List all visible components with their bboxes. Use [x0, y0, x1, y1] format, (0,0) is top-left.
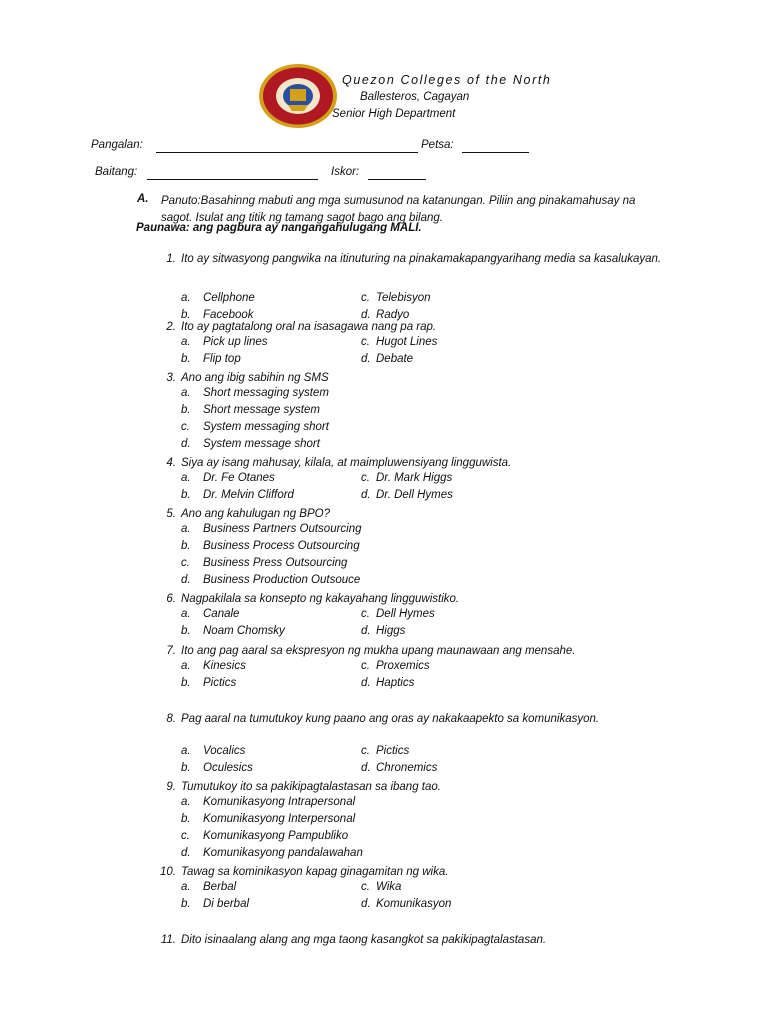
choice-letter: a. — [181, 745, 191, 757]
question-number: 10. — [160, 866, 176, 878]
choice-text: Komunikasyong Interpersonal — [203, 813, 356, 825]
choice-text: Berbal — [203, 881, 237, 893]
choice-a — [181, 796, 355, 808]
question-text: Nagpakilala sa konsepto ng kakayahang lingguwistiko. — [181, 593, 460, 605]
choice-text: Chronemics — [376, 762, 438, 774]
question-number: 4. — [166, 457, 176, 469]
choice-c — [181, 557, 347, 569]
choice-letter: b. — [181, 540, 191, 552]
choice-text: Di berbal — [203, 898, 250, 910]
grade-field-line[interactable] — [147, 178, 318, 180]
choice-letter: b. — [181, 898, 191, 910]
choice-d — [181, 574, 360, 586]
choice-letter: c. — [181, 830, 190, 842]
choice-text: Pictics — [203, 677, 237, 689]
choice-text: Haptics — [376, 677, 415, 689]
choice-text: Proxemics — [376, 660, 430, 672]
choice-text: Telebisyon — [376, 292, 431, 304]
choice-letter: d. — [181, 438, 191, 450]
choice-d — [361, 762, 437, 774]
choice-text: Radyo — [376, 309, 410, 321]
choice-c — [361, 608, 435, 620]
choice-text: Pick up lines — [203, 336, 268, 348]
choice-letter: b. — [181, 762, 191, 774]
choice-d — [361, 353, 413, 365]
grade-label: Baitang: — [95, 166, 138, 178]
choice-letter: b. — [181, 309, 191, 321]
question-text: Tumutukoy ito sa pakikipagtalastasan sa ibang tao. — [181, 781, 441, 793]
choice-text: Business Partners Outsourcing — [203, 523, 362, 535]
department-name: Senior High Department — [332, 108, 456, 120]
choice-letter: c. — [361, 472, 370, 484]
choice-letter: c. — [361, 608, 370, 620]
choice-letter: a. — [181, 523, 191, 535]
choice-letter: c. — [361, 745, 370, 757]
question-11 — [160, 932, 670, 949]
choice-letter: b. — [181, 404, 191, 416]
choice-text: Dell Hymes — [376, 608, 435, 620]
choice-b — [181, 540, 360, 552]
choice-letter: a. — [181, 387, 191, 399]
choice-text: Canale — [203, 608, 240, 620]
choice-text: Debate — [376, 353, 414, 365]
choice-text: Komunikasyong Intrapersonal — [203, 796, 356, 808]
choice-c — [361, 660, 430, 672]
choice-letter: c. — [181, 421, 190, 433]
choice-letter: b. — [181, 813, 191, 825]
choice-letter: c. — [361, 336, 370, 348]
choice-d — [361, 489, 453, 501]
choice-letter: d. — [181, 847, 191, 859]
choice-letter: a. — [181, 796, 191, 808]
choice-c — [181, 830, 348, 842]
choice-letter: b. — [181, 677, 191, 689]
question-7 — [160, 643, 670, 660]
date-label: Petsa: — [421, 139, 454, 151]
school-seal-logo — [258, 63, 338, 129]
question-number: 2. — [166, 321, 176, 333]
choice-b — [181, 762, 253, 774]
question-3 — [160, 370, 670, 387]
choice-d — [361, 677, 414, 689]
school-address: Ballesteros, Cagayan — [360, 91, 470, 103]
choice-text: Short messaging system — [203, 387, 329, 399]
choice-b — [181, 625, 285, 637]
question-text: Ito ang pag aaral sa ekspresyon ng mukha upang maunawaan ang mensahe. — [181, 645, 576, 657]
choice-c — [361, 745, 409, 757]
question-number: 8. — [166, 713, 176, 725]
choice-d — [181, 438, 320, 450]
choice-b — [181, 677, 236, 689]
question-number: 7. — [166, 645, 176, 657]
choice-letter: a. — [181, 472, 191, 484]
choice-letter: c. — [181, 557, 190, 569]
choice-letter: d. — [361, 309, 371, 321]
question-10 — [160, 864, 670, 881]
choice-a — [181, 387, 329, 399]
question-number: 6. — [166, 593, 176, 605]
choice-letter: d. — [361, 489, 371, 501]
choice-b — [181, 489, 294, 501]
question-text: Siya ay isang mahusay, kilala, at maimpluwensiyang lingguwista. — [181, 457, 512, 469]
choice-letter: a. — [181, 292, 191, 304]
choice-letter: d. — [361, 762, 371, 774]
choice-c — [361, 881, 401, 893]
choice-letter: a. — [181, 608, 191, 620]
question-number: 5. — [166, 508, 176, 520]
choice-text: Business Production Outsouce — [203, 574, 361, 586]
question-text: Tawag sa kominikasyon kapag ginagamitan ng wika. — [181, 866, 449, 878]
choice-letter: d. — [361, 353, 371, 365]
question-text: Ano ang kahulugan ng BPO? — [181, 508, 330, 520]
question-1 — [160, 251, 670, 268]
choice-text: Komunikasyong pandalawahan — [203, 847, 363, 859]
choice-text: Noam Chomsky — [203, 625, 285, 637]
question-text: Dito isinaalang alang ang mga taong kasangkot sa pakikipagtalastasan. — [181, 934, 547, 946]
question-2 — [160, 319, 670, 336]
choice-a — [181, 336, 268, 348]
choice-letter: b. — [181, 625, 191, 637]
choice-text: Wika — [376, 881, 402, 893]
choice-b — [181, 813, 355, 825]
choice-text: Oculesics — [203, 762, 253, 774]
choice-text: Hugot Lines — [376, 336, 438, 348]
choice-letter: d. — [361, 677, 371, 689]
choice-text: Flip top — [203, 353, 241, 365]
question-6 — [160, 591, 670, 608]
question-text: Pag aaral na tumutukoy kung paano ang oras ay nakakaapekto sa komunikasyon. — [181, 713, 600, 725]
choice-letter: c. — [361, 292, 370, 304]
choice-text: Kinesics — [203, 660, 246, 672]
choice-text: System messaging short — [203, 421, 329, 433]
question-4 — [160, 455, 670, 472]
choice-d — [181, 847, 363, 859]
choice-b — [181, 898, 249, 910]
choice-text: Komunikasyon — [376, 898, 452, 910]
choice-text: Business Press Outsourcing — [203, 557, 348, 569]
choice-text: Higgs — [376, 625, 406, 637]
choice-text: Dr. Mark Higgs — [376, 472, 453, 484]
choice-text: Pictics — [376, 745, 410, 757]
question-9 — [160, 779, 670, 796]
choice-a — [181, 660, 246, 672]
choice-c — [361, 336, 437, 348]
question-text: Ito ay sitwasyong pangwika na itinuturing na pinakamakapangyarihang media sa kasalukayan. — [181, 253, 662, 265]
choice-text: Cellphone — [203, 292, 255, 304]
choice-text: Dr. Dell Hymes — [376, 489, 453, 501]
date-field-line[interactable] — [462, 151, 529, 153]
choice-text: Short message system — [203, 404, 320, 416]
choice-letter: a. — [181, 336, 191, 348]
choice-text: System message short — [203, 438, 320, 450]
choice-d — [361, 625, 405, 637]
choice-text: Dr. Melvin Clifford — [203, 489, 294, 501]
warning-note: Paunawa: ang pagbura ay nangangahulugang MALI. — [136, 222, 422, 234]
question-text: Ano ang ibig sabihin ng SMS — [181, 372, 329, 384]
choice-text: Dr. Fe Otanes — [203, 472, 275, 484]
section-marker: A. — [137, 193, 149, 205]
choice-a — [181, 523, 362, 535]
choice-letter: b. — [181, 489, 191, 501]
choice-a — [181, 745, 245, 757]
instructions-text: Panuto:Basahinng mabuti ang mga sumusunod na katanungan. Piliin ang pinakamahusay na sagot. Isulat ang titik ng tamang sagot bago ang bilang. — [161, 195, 636, 224]
name-field-line[interactable] — [156, 151, 418, 153]
question-number: 1. — [166, 253, 176, 265]
choice-a — [181, 472, 275, 484]
choice-b — [181, 353, 241, 365]
question-number: 9. — [166, 781, 176, 793]
name-label: Pangalan: — [91, 139, 143, 151]
question-number: 3. — [166, 372, 176, 384]
choice-b — [181, 404, 320, 416]
school-name: Quezon Colleges of the North — [342, 73, 552, 87]
question-number: 11. — [160, 934, 176, 946]
choice-text: Business Process Outsourcing — [203, 540, 360, 552]
choice-c — [181, 421, 329, 433]
choice-letter: d. — [361, 898, 371, 910]
choice-letter: d. — [361, 625, 371, 637]
score-label: Iskor: — [331, 166, 360, 178]
choice-letter: b. — [181, 353, 191, 365]
question-8 — [160, 711, 670, 728]
choice-c — [361, 472, 452, 484]
choice-letter: a. — [181, 881, 191, 893]
question-text: Ito ay pagtatalong oral na isasagawa nang pa rap. — [181, 321, 437, 333]
choice-text: Facebook — [203, 309, 254, 321]
choice-text: Vocalics — [203, 745, 246, 757]
choice-a — [181, 881, 236, 893]
choice-letter: a. — [181, 660, 191, 672]
choice-letter: c. — [361, 660, 370, 672]
choice-a — [181, 292, 255, 304]
choice-letter: c. — [361, 881, 370, 893]
question-5 — [160, 506, 670, 523]
score-field-line[interactable] — [368, 178, 426, 180]
choice-d — [361, 898, 451, 910]
choice-c — [361, 292, 431, 304]
choice-letter: d. — [181, 574, 191, 586]
choice-a — [181, 608, 239, 620]
choice-text: Komunikasyong Pampubliko — [203, 830, 349, 842]
